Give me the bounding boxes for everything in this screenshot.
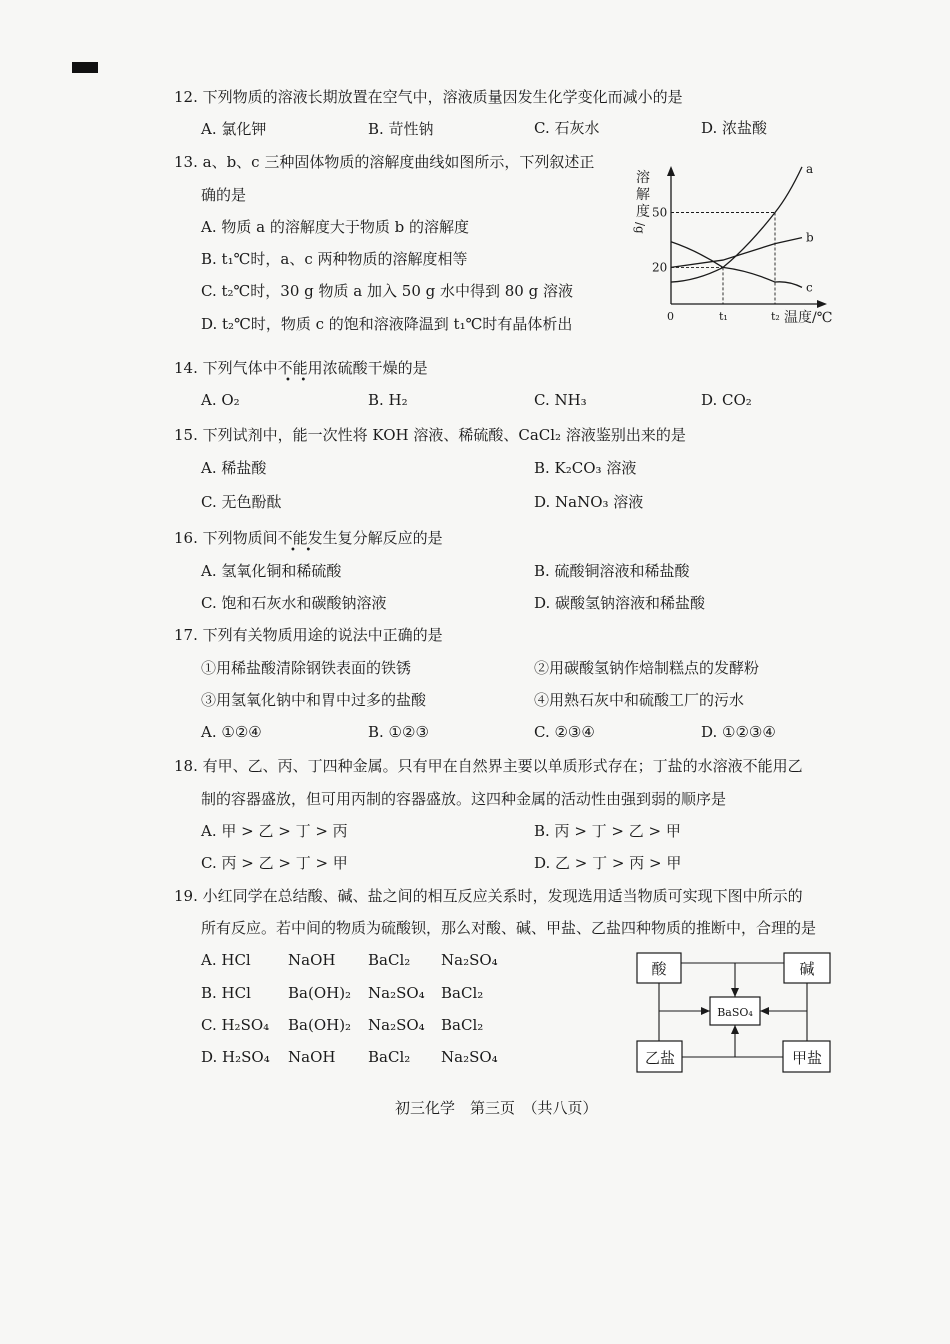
series-a-label: a (806, 161, 814, 176)
q16-option-a: A. 氢氧化铜和稀硫酸 (201, 562, 342, 580)
q19-option-b-col3: BaCl₂ (441, 984, 484, 1002)
q18-option-b: B. 丙 > 丁 > 乙 > 甲 (534, 822, 681, 840)
q17-stem: 17. 下列有关物质用途的说法中正确的是 (174, 626, 443, 644)
q13-option-b: B. t₁℃时，a、c 两种物质的溶解度相等 (201, 250, 468, 268)
q19-option-d-label: D. H₂SO₄ (201, 1048, 270, 1066)
q17-option-a: A. ①②④ (201, 723, 262, 741)
q19-stem-line2: 所有反应。若中间的物质为硫酸钡，那么对酸、碱、甲盐、乙盐四种物质的推断中，合理的是 (201, 919, 817, 937)
label-acid: 酸 (651, 960, 667, 978)
q19-option-d-col2: BaCl₂ (368, 1048, 411, 1066)
q16-stem: 16. 下列物质间不能发生复分解反应的是 (174, 529, 443, 547)
q15-option-a: A. 稀盐酸 (201, 459, 267, 477)
q19-option-c-col2: Na₂SO₄ (368, 1016, 425, 1034)
q19-option-a-col3: Na₂SO₄ (441, 951, 498, 969)
series-b-label: b (806, 230, 814, 245)
q12-stem: 12. 下列物质的溶液长期放置在空气中，溶液质量因发生化学变化而减小的是 (174, 88, 683, 106)
q19-option-a-col1: NaOH (288, 951, 336, 969)
q18-stem-line1: 18. 有甲、乙、丙、丁四种金属。只有甲在自然界主要以单质形式存在；丁盐的水溶液不能用乙 (174, 757, 803, 775)
q18-option-c: C. 丙 > 乙 > 丁 > 甲 (201, 854, 348, 872)
q14-option-c: C. NH₃ (534, 391, 587, 409)
scan-mark (72, 62, 98, 73)
q14-option-b: B. H₂ (368, 391, 408, 409)
q13-option-c: C. t₂℃时，30 g 物质 a 加入 50 g 水中得到 80 g 溶液 (201, 282, 573, 300)
x-tick-2: t₂ (771, 310, 780, 323)
q19-option-c-col3: BaCl₂ (441, 1016, 484, 1034)
q19-option-b-col2: Na₂SO₄ (368, 984, 425, 1002)
q13-option-d: D. t₂℃时，物质 c 的饱和溶液降温到 t₁℃时有晶体析出 (201, 315, 573, 333)
q18-stem-line2: 制的容器盛放，但可用丙制的容器盛放。这四种金属的活动性由强到弱的顺序是 (201, 790, 727, 808)
emphasis-dots: • • (285, 375, 307, 386)
arrow-right-icon (701, 1007, 710, 1015)
q14-stem: 14. 下列气体中不能用浓硫酸干燥的是 (174, 359, 428, 377)
q14-option-d: D. CO₂ (701, 391, 752, 409)
q13-stem-line2: 确的是 (201, 186, 247, 204)
q16-option-b: B. 硫酸铜溶液和稀盐酸 (534, 562, 690, 580)
ylabel-char-1: 溶 (636, 170, 650, 186)
page-footer: 初三化学 第三页 （共八页） (395, 1099, 598, 1117)
arrow-up-icon (731, 1025, 739, 1034)
q19-option-b-col1: Ba(OH)₂ (288, 984, 352, 1002)
q16-option-d: D. 碳酸氢钠溶液和稀盐酸 (534, 594, 706, 612)
label-base: 碱 (799, 960, 815, 978)
q18-option-d: D. 乙 > 丁 > 丙 > 甲 (534, 854, 682, 872)
emphasis-dots: • • (290, 545, 312, 556)
q19-option-a-label: A. HCl (201, 951, 251, 969)
q17-option-c: C. ②③④ (534, 723, 595, 741)
q17-statement-2: ②用碳酸氢钠作焙制糕点的发酵粉 (534, 659, 760, 677)
label-salt-a: 甲盐 (791, 1049, 823, 1067)
q12-option-a: A. 氯化钾 (201, 120, 267, 138)
q19-option-d-col1: NaOH (288, 1048, 336, 1066)
q12-option-b: B. 苛性钠 (368, 120, 434, 138)
y-axis-arrow-icon (667, 166, 675, 176)
q16-option-c: C. 饱和石灰水和碳酸钠溶液 (201, 594, 387, 612)
q13-stem-line1: 13. a、b、c 三种固体物质的溶解度曲线如图所示，下列叙述正 (174, 153, 595, 171)
q12-option-d: D. 浓盐酸 (701, 119, 768, 137)
ylabel-char-2: 解 (636, 187, 650, 203)
ylabel-unit: /g (633, 222, 647, 234)
q18-option-a: A. 甲 > 乙 > 丁 > 丙 (201, 822, 348, 840)
reaction-diagram (630, 948, 840, 1078)
x-tick-0: 0 (667, 310, 674, 323)
q15-option-c: C. 无色酚酞 (201, 493, 282, 511)
q15-stem: 15. 下列试剂中，能一次性将 KOH 溶液、稀硫酸、CaCl₂ 溶液鉴别出来的是 (174, 426, 686, 444)
y-tick-20: 20 (652, 260, 668, 275)
q17-statement-1: ①用稀盐酸清除钢铁表面的铁锈 (201, 659, 412, 677)
x-axis-label: 温度/℃ (784, 310, 833, 326)
arrow-down-icon (731, 988, 739, 997)
q17-option-d: D. ①②③④ (701, 723, 776, 741)
q17-option-b: B. ①②③ (368, 723, 429, 741)
q19-option-d-col3: Na₂SO₄ (441, 1048, 498, 1066)
q14-option-a: A. O₂ (201, 391, 240, 409)
series-b-curve (671, 238, 802, 268)
q13-option-a: A. 物质 a 的溶解度大于物质 b 的溶解度 (201, 218, 469, 236)
q17-statement-4: ④用熟石灰中和硫酸工厂的污水 (534, 691, 745, 709)
q19-option-a-col2: BaCl₂ (368, 951, 411, 969)
q15-option-d: D. NaNO₃ 溶液 (534, 493, 644, 511)
q19-option-b-label: B. HCl (201, 984, 251, 1002)
solubility-chart (630, 162, 845, 332)
y-tick-50: 50 (652, 205, 668, 220)
q19-option-c-label: C. H₂SO₄ (201, 1016, 270, 1034)
series-c-label: c (806, 280, 813, 295)
label-center: BaSO₄ (717, 1006, 753, 1019)
q19-option-c-col1: Ba(OH)₂ (288, 1016, 352, 1034)
q12-option-c: C. 石灰水 (534, 119, 600, 137)
x-axis-arrow-icon (817, 300, 827, 308)
q19-stem-line1: 19. 小红同学在总结酸、碱、盐之间的相互反应关系时，发现选用适当物质可实现下图中所示的 (174, 887, 803, 905)
label-salt-b: 乙盐 (644, 1049, 676, 1067)
q15-option-b: B. K₂CO₃ 溶液 (534, 459, 637, 477)
ylabel-char-3: 度 (636, 204, 650, 220)
arrow-left-icon (760, 1007, 769, 1015)
x-tick-1: t₁ (719, 310, 728, 323)
q17-statement-3: ③用氢氧化钠中和胃中过多的盐酸 (201, 691, 427, 709)
